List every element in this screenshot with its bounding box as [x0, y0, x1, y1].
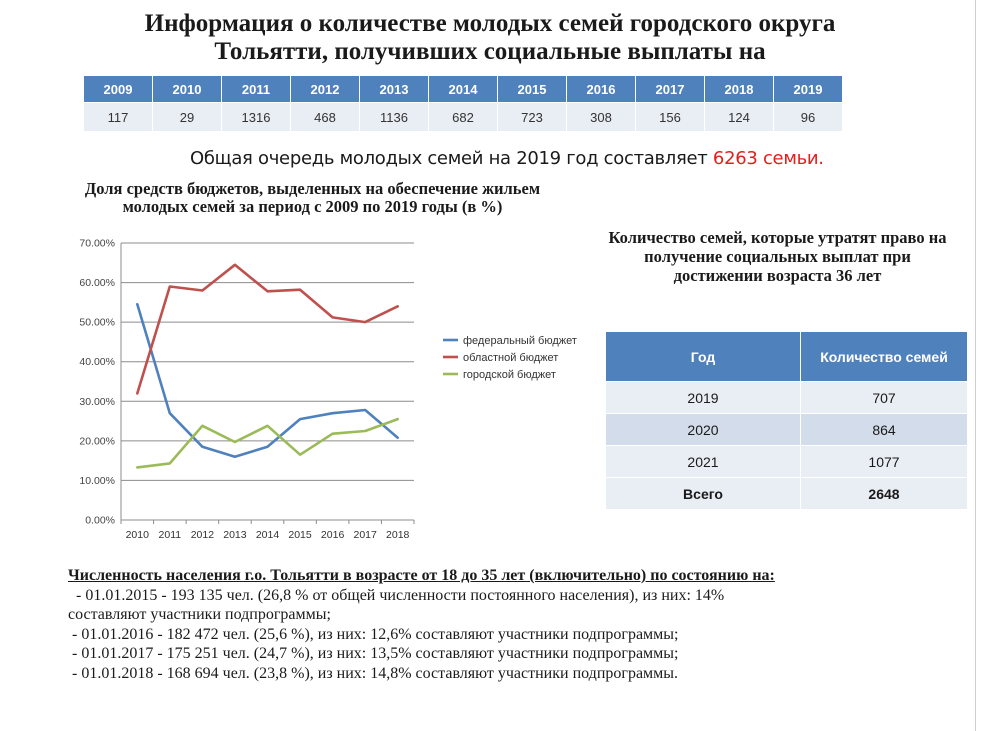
population-line: - 01.01.2016 - 182 472 чел. (25,6 %), из них: 12,6% составляют участники подпрограммы;: [68, 625, 679, 643]
row-count: 1077: [801, 446, 968, 478]
value-cell: 308: [567, 103, 636, 132]
series-line: [137, 265, 397, 394]
value-cell: 124: [705, 103, 774, 132]
series-line: [137, 304, 397, 456]
budget-share-line-chart: [60, 228, 600, 548]
table-row: [606, 382, 968, 414]
y-tick-label: 0.00%: [85, 514, 115, 527]
families-table-title: Количество семей, которые утратят право на получение социальных выплат при достижении возраста 36 лет: [608, 228, 947, 285]
chart-title: Доля средств бюджетов, выделенных на обеспечение жильем молодых семей за период с 2009 по 2019 годы (в %): [84, 179, 541, 216]
years-values-row: [84, 103, 843, 132]
year-cell: 2019: [774, 76, 843, 103]
x-tick-label: 2010: [125, 529, 149, 541]
total-label: Всего: [606, 478, 801, 510]
y-tick-label: 20.00%: [79, 435, 115, 448]
value-cell: 29: [153, 103, 222, 132]
population-line: - 01.01.2017 - 175 251 чел. (24,7 %), из них: 13,5% составляют участники подпрограммы;: [68, 645, 679, 662]
legend-label: областной бюджет: [463, 352, 559, 364]
y-tick-label: 10.00%: [79, 474, 115, 487]
page-edge: [975, 0, 976, 731]
value-cell: 723: [498, 103, 567, 132]
year-cell: 2018: [705, 76, 774, 103]
page-title: [60, 10, 920, 66]
queue-statement: [190, 148, 824, 169]
families-header-row: [606, 332, 968, 382]
value-cell: 156: [636, 103, 705, 132]
y-tick-label: 50.00%: [79, 316, 115, 329]
population-line: - 01.01.2015 - 193 135 чел. (26,8 % от общей численности постоянного населения), из них: 14%: [68, 586, 725, 604]
header-year: Год: [606, 332, 801, 382]
value-cell: 1316: [222, 103, 291, 132]
queue-highlight: 6263 семьи.: [712, 148, 824, 169]
legend-label: городской бюджет: [463, 369, 556, 381]
year-cell: 2015: [498, 76, 567, 103]
x-tick-label: 2018: [386, 529, 410, 541]
value-cell: 1136: [360, 103, 429, 132]
header-count: Количество семей: [801, 332, 968, 382]
total-value: 2648: [801, 478, 968, 510]
row-year: 2020: [606, 414, 801, 446]
x-tick-label: 2015: [288, 529, 312, 541]
series-line: [137, 419, 397, 467]
y-tick-label: 60.00%: [79, 277, 115, 290]
value-cell: 682: [429, 103, 498, 132]
years-table: [83, 75, 843, 132]
year-cell: 2011: [222, 76, 291, 103]
population-line: - 01.01.2018 - 168 694 чел. (23,8 %), из них: 14,8% составляют участники подпрограммы.: [68, 664, 679, 682]
population-heading: Численность населения г.о. Тольятти в возрасте от 18 до 35 лет (включительно) по состоянию на:: [68, 567, 775, 584]
value-cell: 468: [291, 103, 360, 132]
x-tick-label: 2017: [353, 529, 377, 541]
row-count: 864: [801, 414, 968, 446]
x-tick-label: 2014: [255, 529, 280, 541]
population-line: составляют участники подпрограммы;: [68, 606, 331, 623]
table-row: [606, 414, 968, 446]
x-tick-label: 2016: [320, 529, 345, 541]
y-tick-label: 40.00%: [79, 356, 115, 369]
y-tick-label: 30.00%: [79, 395, 115, 408]
table-row: [606, 446, 968, 478]
row-count: 707: [801, 382, 968, 414]
y-tick-label: 70.00%: [79, 237, 115, 250]
x-tick-label: 2013: [223, 529, 247, 541]
legend-label: федеральный бюджет: [463, 335, 577, 347]
population-section: [68, 566, 968, 683]
value-cell: 96: [774, 103, 843, 132]
year-cell: 2009: [84, 76, 153, 103]
year-cell: 2017: [636, 76, 705, 103]
title-line-1: Информация о количестве молодых семей городского округа: [144, 10, 836, 37]
x-tick-label: 2012: [190, 529, 215, 541]
title-line-2: Тольятти, получивших социальные выплаты на: [214, 38, 766, 65]
year-cell: 2010: [153, 76, 222, 103]
families-table: [605, 331, 968, 510]
row-year: 2021: [606, 446, 801, 478]
years-header-row: [84, 76, 843, 103]
year-cell: 2012: [291, 76, 360, 103]
year-cell: 2014: [429, 76, 498, 103]
total-row: [606, 478, 968, 510]
row-year: 2019: [606, 382, 801, 414]
year-cell: 2013: [360, 76, 429, 103]
queue-text: Общая очередь молодых семей на 2019 год составляет: [190, 148, 713, 169]
year-cell: 2016: [567, 76, 636, 103]
value-cell: 117: [84, 103, 153, 132]
x-tick-label: 2011: [158, 529, 182, 541]
